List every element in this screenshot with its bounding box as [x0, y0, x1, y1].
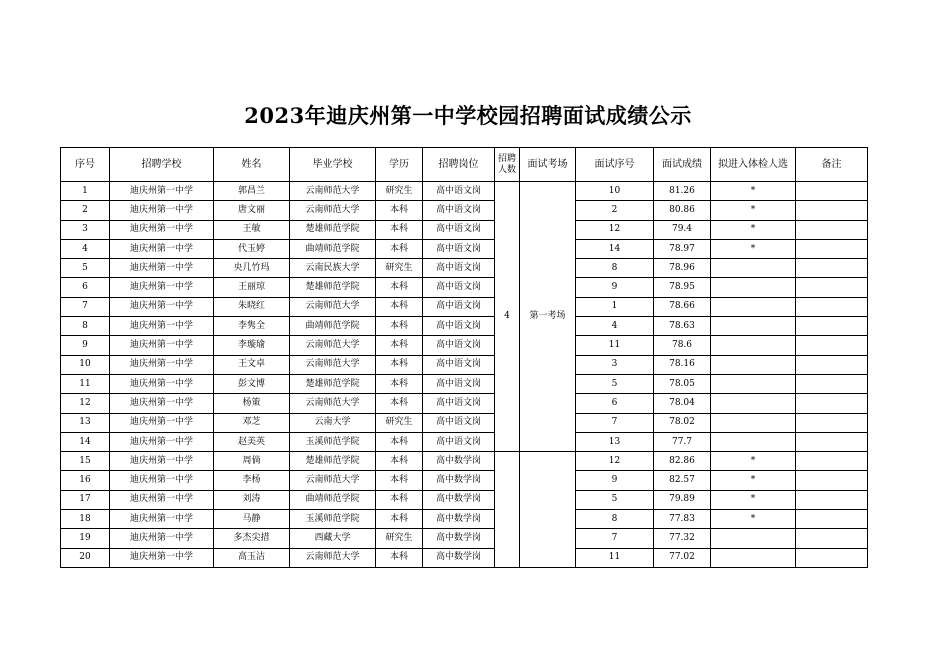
cell-grad-school: 楚雄师范学院 [290, 452, 376, 471]
cell-name: 周倘 [214, 452, 290, 471]
cell-post: 高中语文岗 [423, 394, 495, 413]
cell-education: 本科 [376, 490, 423, 509]
cell-school: 迪庆州第一中学 [110, 317, 214, 336]
cell-order: 14 [576, 239, 654, 258]
table-row [61, 297, 868, 316]
table-row [61, 220, 868, 239]
cell-note [796, 259, 868, 278]
header-name: 姓名 [214, 148, 290, 182]
cell-selection [711, 374, 796, 393]
cell-room-merged [520, 452, 576, 568]
cell-note [796, 471, 868, 490]
table-row [61, 413, 868, 432]
cell-education: 研究生 [376, 182, 423, 201]
header-school: 招聘学校 [110, 148, 214, 182]
cell-order: 8 [576, 259, 654, 278]
cell-note [796, 317, 868, 336]
cell-selection: * [711, 220, 796, 239]
cell-post: 高中语文岗 [423, 220, 495, 239]
cell-note [796, 374, 868, 393]
cell-name: 多杰尖措 [214, 529, 290, 548]
cell-school: 迪庆州第一中学 [110, 259, 214, 278]
cell-note [796, 336, 868, 355]
cell-order: 7 [576, 529, 654, 548]
cell-score: 79.4 [654, 220, 711, 239]
cell-no: 20 [61, 548, 110, 567]
cell-name: 邓芝 [214, 413, 290, 432]
cell-school: 迪庆州第一中学 [110, 548, 214, 567]
cell-school: 迪庆州第一中学 [110, 239, 214, 258]
cell-education: 本科 [376, 317, 423, 336]
header-count-line1: 招聘 [497, 153, 516, 164]
cell-note [796, 355, 868, 374]
cell-note [796, 201, 868, 220]
cell-post: 高中语文岗 [423, 355, 495, 374]
cell-education: 本科 [376, 355, 423, 374]
header-score: 面试成绩 [654, 148, 711, 182]
cell-grad-school: 楚雄师范学院 [290, 220, 376, 239]
cell-name: 唐文丽 [214, 201, 290, 220]
cell-grad-school: 曲靖师范学院 [290, 490, 376, 509]
cell-order: 1 [576, 297, 654, 316]
cell-education: 研究生 [376, 529, 423, 548]
cell-name: 高玉洁 [214, 548, 290, 567]
cell-selection: * [711, 182, 796, 201]
cell-note [796, 394, 868, 413]
cell-name: 刘涛 [214, 490, 290, 509]
cell-selection [711, 394, 796, 413]
cell-no: 13 [61, 413, 110, 432]
cell-post: 高中语文岗 [423, 278, 495, 297]
cell-name: 代玉婷 [214, 239, 290, 258]
cell-score: 78.02 [654, 413, 711, 432]
cell-no: 19 [61, 529, 110, 548]
cell-education: 本科 [376, 239, 423, 258]
cell-grad-school: 曲靖师范学院 [290, 317, 376, 336]
cell-order: 9 [576, 278, 654, 297]
table-row [61, 471, 868, 490]
cell-score: 77.7 [654, 432, 711, 451]
header-row [61, 148, 868, 182]
cell-education: 本科 [376, 374, 423, 393]
cell-no: 15 [61, 452, 110, 471]
cell-education: 本科 [376, 201, 423, 220]
cell-note [796, 182, 868, 201]
cell-post: 高中语文岗 [423, 259, 495, 278]
cell-note [796, 490, 868, 509]
cell-grad-school: 云南师范大学 [290, 336, 376, 355]
cell-selection: * [711, 239, 796, 258]
cell-name: 郭昌兰 [214, 182, 290, 201]
cell-score: 77.32 [654, 529, 711, 548]
table-row [61, 317, 868, 336]
cell-grad-school: 楚雄师范学院 [290, 278, 376, 297]
cell-selection: * [711, 201, 796, 220]
cell-selection [711, 336, 796, 355]
cell-school: 迪庆州第一中学 [110, 297, 214, 316]
cell-school: 迪庆州第一中学 [110, 355, 214, 374]
cell-selection: * [711, 471, 796, 490]
cell-education: 本科 [376, 297, 423, 316]
cell-score: 81.26 [654, 182, 711, 201]
cell-post: 高中数学岗 [423, 548, 495, 567]
cell-selection [711, 432, 796, 451]
cell-selection [711, 413, 796, 432]
cell-no: 11 [61, 374, 110, 393]
cell-education: 本科 [376, 548, 423, 567]
cell-education: 研究生 [376, 413, 423, 432]
cell-selection: * [711, 510, 796, 529]
cell-note [796, 452, 868, 471]
cell-education: 研究生 [376, 259, 423, 278]
header-count [495, 148, 520, 182]
cell-school: 迪庆州第一中学 [110, 471, 214, 490]
cell-selection [711, 355, 796, 374]
cell-no: 12 [61, 394, 110, 413]
cell-grad-school: 云南师范大学 [290, 355, 376, 374]
table-row [61, 452, 868, 471]
cell-order: 10 [576, 182, 654, 201]
cell-note [796, 220, 868, 239]
cell-order: 5 [576, 490, 654, 509]
cell-order: 6 [576, 394, 654, 413]
cell-post: 高中语文岗 [423, 182, 495, 201]
cell-no: 17 [61, 490, 110, 509]
cell-grad-school: 曲靖师范学院 [290, 239, 376, 258]
cell-no: 10 [61, 355, 110, 374]
cell-grad-school: 云南师范大学 [290, 471, 376, 490]
cell-score: 78.97 [654, 239, 711, 258]
cell-score: 78.16 [654, 355, 711, 374]
cell-school: 迪庆州第一中学 [110, 182, 214, 201]
cell-no: 9 [61, 336, 110, 355]
cell-post: 高中数学岗 [423, 452, 495, 471]
cell-no: 3 [61, 220, 110, 239]
cell-selection [711, 278, 796, 297]
cell-school: 迪庆州第一中学 [110, 529, 214, 548]
header-selection: 拟进入体检人选 [711, 148, 796, 182]
cell-order: 4 [576, 317, 654, 336]
cell-order: 11 [576, 336, 654, 355]
cell-order: 13 [576, 432, 654, 451]
header-grad-school: 毕业学校 [290, 148, 376, 182]
cell-order: 3 [576, 355, 654, 374]
cell-grad-school: 玉溪师范学院 [290, 510, 376, 529]
table-row [61, 336, 868, 355]
cell-education: 本科 [376, 452, 423, 471]
cell-grad-school: 云南大学 [290, 413, 376, 432]
cell-selection [711, 317, 796, 336]
cell-order: 5 [576, 374, 654, 393]
cell-note [796, 278, 868, 297]
table-row [61, 182, 868, 201]
cell-score: 78.6 [654, 336, 711, 355]
cell-education: 本科 [376, 471, 423, 490]
cell-name: 王敏 [214, 220, 290, 239]
cell-grad-school: 云南师范大学 [290, 548, 376, 567]
cell-order: 8 [576, 510, 654, 529]
cell-note [796, 413, 868, 432]
cell-no: 2 [61, 201, 110, 220]
cell-school: 迪庆州第一中学 [110, 413, 214, 432]
cell-score: 78.05 [654, 374, 711, 393]
table-row [61, 355, 868, 374]
cell-name: 王丽琼 [214, 278, 290, 297]
cell-note [796, 432, 868, 451]
cell-selection [711, 548, 796, 567]
cell-post: 高中语文岗 [423, 432, 495, 451]
page-title: 2023年迪庆州第一中学校园招聘面试成绩公示 [244, 103, 692, 128]
cell-education: 本科 [376, 394, 423, 413]
cell-grad-school: 云南民族大学 [290, 259, 376, 278]
cell-education: 本科 [376, 278, 423, 297]
cell-school: 迪庆州第一中学 [110, 278, 214, 297]
header-post: 招聘岗位 [423, 148, 495, 182]
table-row [61, 548, 868, 567]
table-row [61, 432, 868, 451]
cell-score: 80.86 [654, 201, 711, 220]
cell-score: 79.89 [654, 490, 711, 509]
cell-name: 马静 [214, 510, 290, 529]
cell-grad-school: 云南师范大学 [290, 201, 376, 220]
table-row [61, 374, 868, 393]
cell-post: 高中数学岗 [423, 490, 495, 509]
table-row [61, 529, 868, 548]
header-room: 面试考场 [520, 148, 576, 182]
cell-order: 12 [576, 220, 654, 239]
table-row [61, 239, 868, 258]
table-row [61, 510, 868, 529]
cell-score: 78.63 [654, 317, 711, 336]
table-row [61, 490, 868, 509]
cell-post: 高中语文岗 [423, 413, 495, 432]
header-education: 学历 [376, 148, 423, 182]
cell-school: 迪庆州第一中学 [110, 432, 214, 451]
header-order: 面试序号 [576, 148, 654, 182]
cell-selection [711, 259, 796, 278]
cell-note [796, 239, 868, 258]
cell-score: 78.66 [654, 297, 711, 316]
cell-no: 7 [61, 297, 110, 316]
cell-score: 82.86 [654, 452, 711, 471]
cell-name: 朱晓红 [214, 297, 290, 316]
cell-no: 5 [61, 259, 110, 278]
cell-school: 迪庆州第一中学 [110, 374, 214, 393]
cell-count-merged: 4 [495, 182, 520, 452]
cell-school: 迪庆州第一中学 [110, 336, 214, 355]
cell-grad-school: 楚雄师范学院 [290, 374, 376, 393]
cell-grad-school: 西藏大学 [290, 529, 376, 548]
cell-education: 本科 [376, 510, 423, 529]
cell-school: 迪庆州第一中学 [110, 490, 214, 509]
cell-note [796, 548, 868, 567]
cell-school: 迪庆州第一中学 [110, 510, 214, 529]
table-row [61, 259, 868, 278]
cell-name: 李璇瑜 [214, 336, 290, 355]
cell-school: 迪庆州第一中学 [110, 201, 214, 220]
cell-note [796, 529, 868, 548]
cell-post: 高中语文岗 [423, 336, 495, 355]
cell-order: 2 [576, 201, 654, 220]
cell-post: 高中语文岗 [423, 374, 495, 393]
cell-name: 李隽全 [214, 317, 290, 336]
score-table [60, 147, 868, 568]
cell-post: 高中语文岗 [423, 317, 495, 336]
cell-post: 高中语文岗 [423, 239, 495, 258]
cell-selection: * [711, 452, 796, 471]
cell-school: 迪庆州第一中学 [110, 220, 214, 239]
cell-name: 李杨 [214, 471, 290, 490]
cell-post: 高中数学岗 [423, 510, 495, 529]
cell-order: 9 [576, 471, 654, 490]
cell-note [796, 510, 868, 529]
cell-post: 高中语文岗 [423, 201, 495, 220]
header-note: 备注 [796, 148, 868, 182]
header-count-line2: 人数 [497, 164, 516, 175]
cell-name: 赵美英 [214, 432, 290, 451]
cell-score: 78.96 [654, 259, 711, 278]
cell-education: 本科 [376, 432, 423, 451]
cell-grad-school: 云南师范大学 [290, 297, 376, 316]
table-row [61, 201, 868, 220]
cell-score: 78.95 [654, 278, 711, 297]
cell-name: 彭文博 [214, 374, 290, 393]
cell-name: 央几竹玛 [214, 259, 290, 278]
cell-score: 77.02 [654, 548, 711, 567]
cell-education: 本科 [376, 220, 423, 239]
header-no: 序号 [61, 148, 110, 182]
cell-post: 高中数学岗 [423, 471, 495, 490]
cell-post: 高中语文岗 [423, 297, 495, 316]
table-body [61, 182, 868, 568]
cell-selection: * [711, 490, 796, 509]
cell-order: 7 [576, 413, 654, 432]
cell-count-merged [495, 452, 520, 568]
cell-room-merged: 第一考场 [520, 182, 576, 452]
cell-order: 11 [576, 548, 654, 567]
cell-grad-school: 云南师范大学 [290, 182, 376, 201]
cell-no: 14 [61, 432, 110, 451]
cell-score: 78.04 [654, 394, 711, 413]
table-row [61, 394, 868, 413]
cell-education: 本科 [376, 336, 423, 355]
cell-grad-school: 玉溪师范学院 [290, 432, 376, 451]
cell-name: 王文卓 [214, 355, 290, 374]
cell-no: 16 [61, 471, 110, 490]
cell-score: 82.57 [654, 471, 711, 490]
cell-note [796, 297, 868, 316]
cell-school: 迪庆州第一中学 [110, 394, 214, 413]
cell-grad-school: 云南师范大学 [290, 394, 376, 413]
cell-no: 4 [61, 239, 110, 258]
cell-post: 高中数学岗 [423, 529, 495, 548]
cell-selection [711, 297, 796, 316]
cell-no: 1 [61, 182, 110, 201]
cell-no: 6 [61, 278, 110, 297]
cell-school: 迪庆州第一中学 [110, 452, 214, 471]
cell-no: 18 [61, 510, 110, 529]
table-row [61, 278, 868, 297]
cell-score: 77.83 [654, 510, 711, 529]
cell-order: 12 [576, 452, 654, 471]
cell-selection [711, 529, 796, 548]
cell-name: 杨策 [214, 394, 290, 413]
cell-no: 8 [61, 317, 110, 336]
